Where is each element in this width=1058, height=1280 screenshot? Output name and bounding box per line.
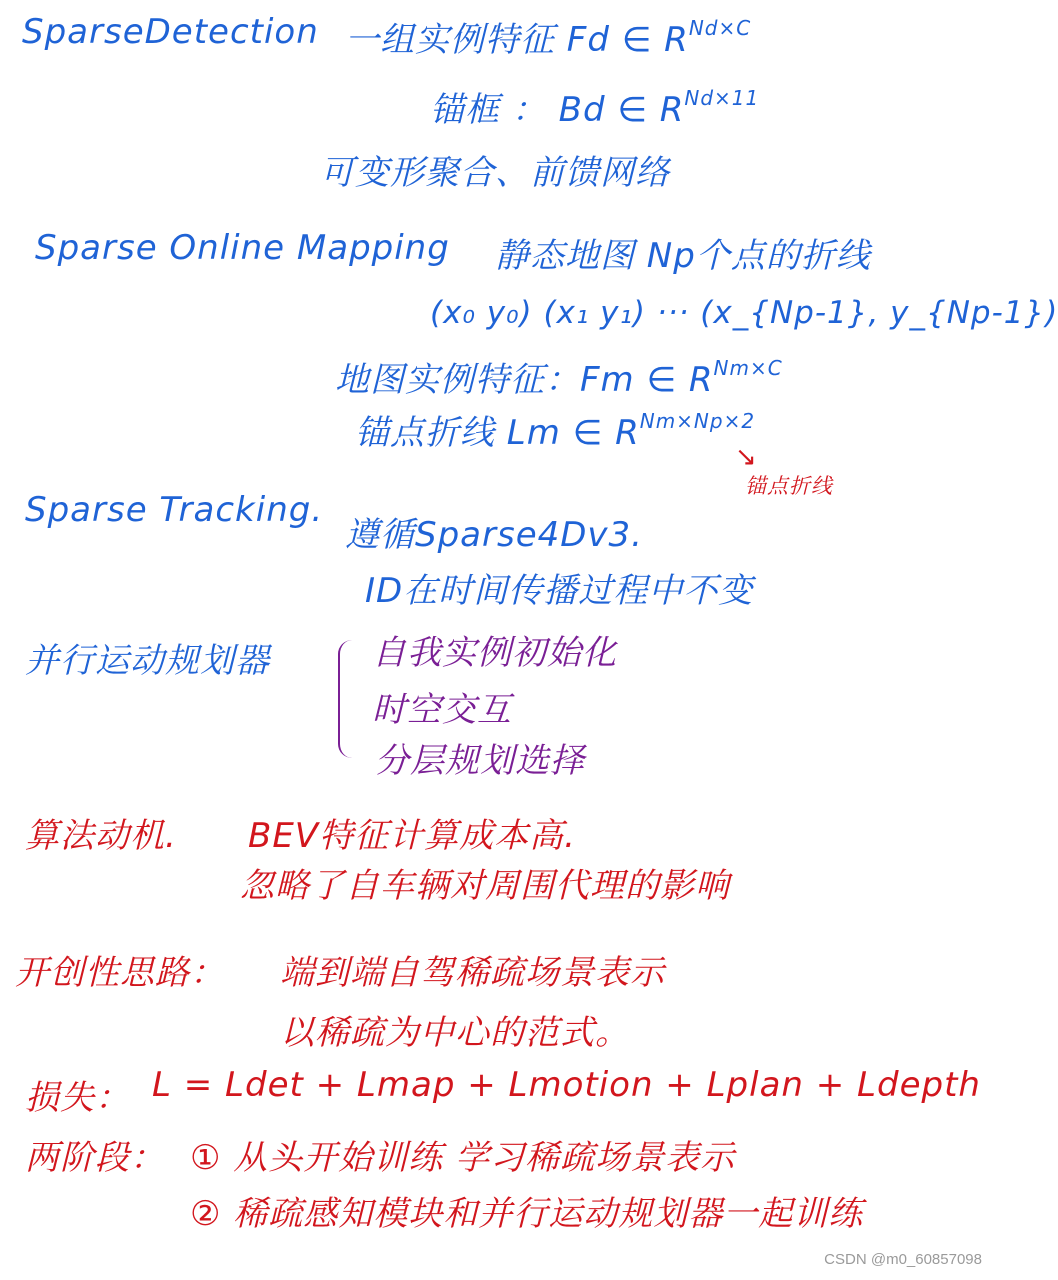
sparse-detection-heading: SparseDetection (22, 12, 319, 52)
anchor-boxes-exponent: Nd×11 (684, 85, 760, 110)
static-map-line: 静态地图 Np个点的折线 (495, 236, 871, 276)
planner-item-ego-init: 自我实例初始化 (372, 633, 617, 673)
algorithm-motivation-heading: 算法动机. (25, 816, 177, 856)
follows-sparse4dv3-line: 遵循Sparse4Dv3. (345, 515, 643, 555)
polyline-points-line: (x₀ y₀) (x₁ y₁) ··· (x_{Np-1}, y_{Np-1}) (430, 295, 1058, 331)
map-instance-features-exponent: Nm×C (713, 355, 783, 380)
loss-formula: L = Ldet + Lmap + Lmotion + Lplan + Ldepth (152, 1065, 981, 1105)
aggregation-line: 可变形聚合、前馈网络 (320, 153, 670, 193)
map-instance-features-text: 地图实例特征：Fm ∈ R (335, 360, 714, 400)
innovation-line-2: 以稀疏为中心的范式。 (280, 1013, 630, 1053)
innovation-heading: 开创性思路： (15, 953, 225, 993)
anchor-polyline-exponent: Nm×Np×2 (639, 408, 756, 433)
stage-1-line: ① 从头开始训练 学习稀疏场景表示 (190, 1138, 736, 1178)
id-propagation-line: ID在时间传播过程中不变 (365, 571, 754, 611)
stage-2-line: ② 稀疏感知模块和并行运动规划器一起训练 (190, 1194, 864, 1234)
sparse-online-mapping-heading: Sparse Online Mapping (35, 228, 450, 268)
motivation-line-2: 忽略了自车辆对周围代理的影响 (240, 866, 730, 906)
planner-item-spatiotemporal: 时空交互 (372, 690, 512, 730)
instance-features-exponent: Nd×C (688, 15, 752, 40)
loss-heading: 损失： (25, 1078, 130, 1118)
anchor-boxes-line (430, 82, 759, 131)
motivation-line-1: BEV特征计算成本高. (248, 816, 576, 856)
instance-features-text: 一组实例特征 Fd ∈ R (345, 20, 689, 60)
parallel-planner-heading: 并行运动规划器 (25, 641, 270, 681)
instance-features-line (345, 12, 751, 61)
planner-item-hierarchical: 分层规划选择 (375, 741, 585, 781)
sparse-tracking-heading: Sparse Tracking. (25, 490, 324, 530)
innovation-line-1: 端到端自驾稀疏场景表示 (280, 953, 665, 993)
anchor-polyline-line (355, 405, 755, 454)
map-instance-features-line (335, 352, 783, 401)
two-stage-heading: 两阶段： (25, 1138, 165, 1178)
brace-icon (338, 640, 356, 758)
anchor-polyline-note: 锚点折线 (745, 474, 833, 498)
anchor-boxes-text: 锚框 ： Bd ∈ R (430, 90, 685, 130)
annotation-arrow-icon: ↘ (735, 442, 757, 472)
anchor-polyline-text: 锚点折线 Lm ∈ R (355, 413, 640, 453)
watermark: CSDN @m0_60857098 (824, 1251, 982, 1268)
